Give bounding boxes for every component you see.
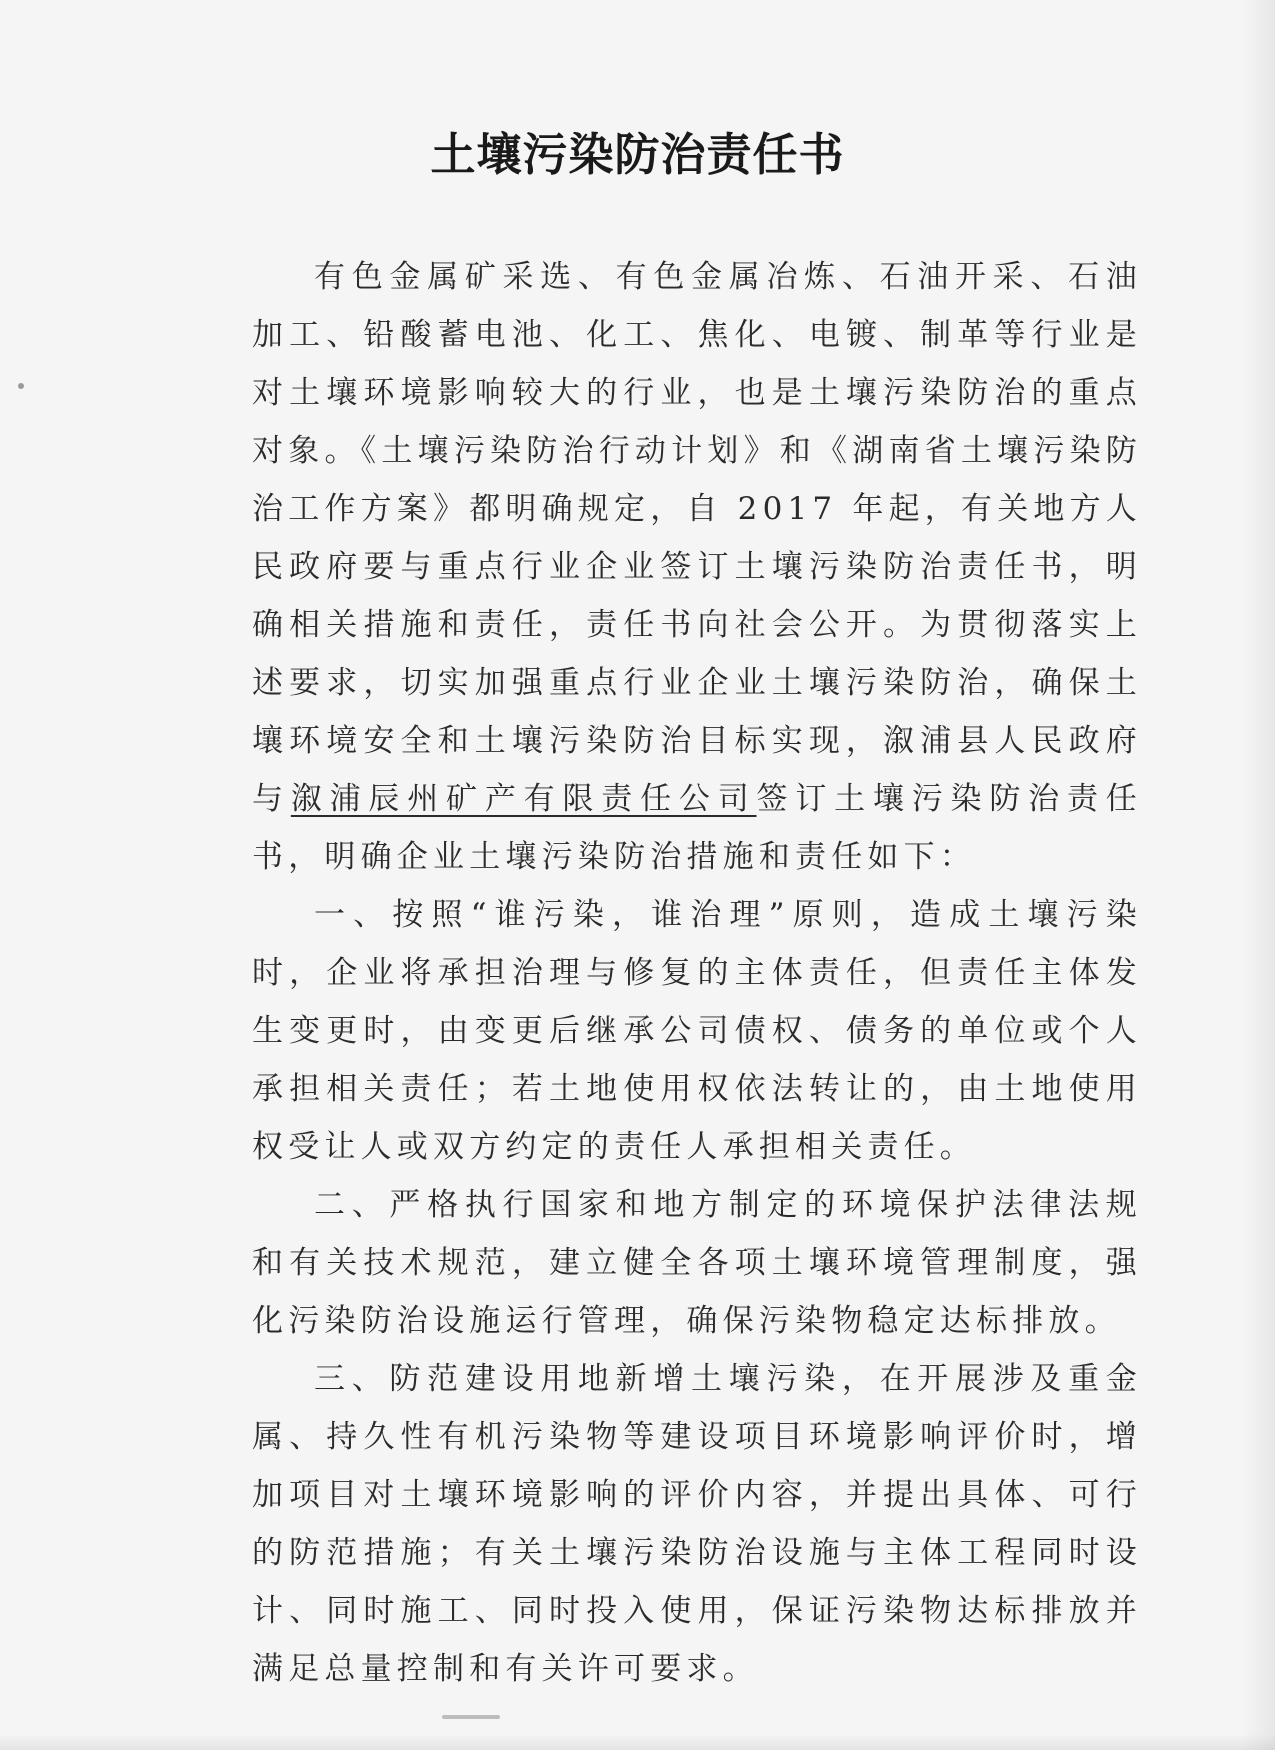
clause-3: 三、防范建设用地新增土壤污染，在开展涉及重金属、持久性有机污染物等建设项目环境影响评价时，增加项目对土壤环境影响的评价内容，并提出具体、可行的防范措施；有关土壤污染防治设施与主体工程同时设计、同时施工、同时投入使用，保证污染物达标排放并满足总量控制和有关许可要求。 [252,1361,1142,1687]
document-body [252,248,1142,1698]
clause-2: 二、严格执行国家和地方制定的环境保护法律法规和有关技术规范，建立健全各项土壤环境管理制度，强化污染防治设施运行管理，确保污染物稳定达标排放。 [252,1187,1142,1339]
intro-text-before-company: 有色金属矿采选、有色金属冶炼、石油开采、石油加工、铅酸蓄电池、化工、焦化、电镀、制革等行业是对土壤环境影响较大的行业，也是土壤污染防治的重点对象。《土壤污染防治行动计划》和《湖南省土壤污染防治工作方案》都明确规定，自 2017 年起，有关地方人民政府要与重点行业企业签订土壤污染防治责任书，明确相关措施和责任，责任书向社会公开。为贯彻落实上述要求，切实加强重点行业企业土壤污染防治，确保土壤环境安全和土壤污染防治目标实现，溆浦县人民政府与 [252,259,1142,817]
scan-shadow-right [1241,0,1275,1750]
company-name: 溆浦辰州矿产有限责任公司 [290,781,757,817]
intro-text-after-company: 签订土壤污染防治责任书，明确企业土壤污染防治措施和责任如下： [252,781,1142,875]
scan-mark-dot [18,383,24,389]
clause-1: 一、按照“谁污染，谁治理”原则，造成土壤污染时，企业将承担治理与修复的主体责任，但责任主体发生变更时，由变更后继承公司债权、债务的单位或个人承担相关责任；若土地使用权依法转让的，由土地使用权受让人或双方约定的责任人承担相关责任。 [252,897,1142,1165]
document-title: 土壤污染防治责任书 [430,128,845,181]
scan-mark-line [442,1715,500,1719]
intro-paragraph [252,248,1142,886]
scan-shadow-bottom [0,1734,1275,1750]
